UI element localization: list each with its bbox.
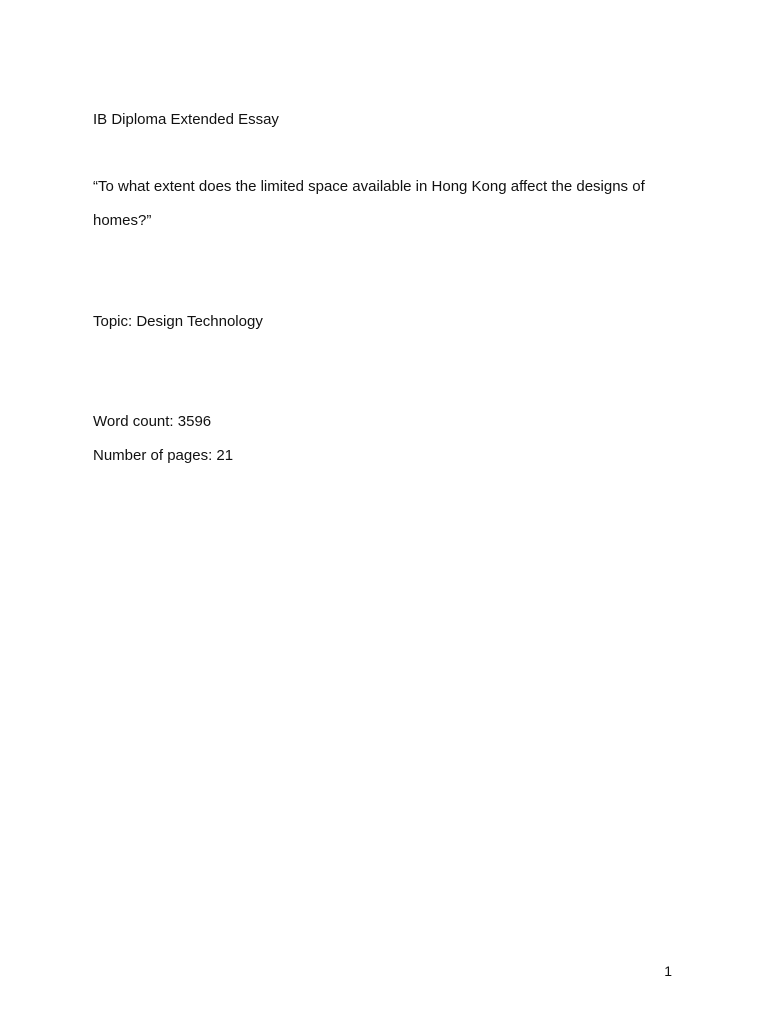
research-question-line-2: homes?” <box>93 212 152 229</box>
word-count-line: Word count: 3596 <box>93 413 212 430</box>
research-question-line-1: “To what extent does the limited space available in Hong Kong affect the designs of <box>93 178 645 195</box>
number-of-pages-line: Number of pages: 21 <box>93 447 234 464</box>
essay-title: IB Diploma Extended Essay <box>93 111 279 128</box>
page-number: 1 <box>664 963 672 979</box>
topic-line: Topic: Design Technology <box>93 313 263 330</box>
